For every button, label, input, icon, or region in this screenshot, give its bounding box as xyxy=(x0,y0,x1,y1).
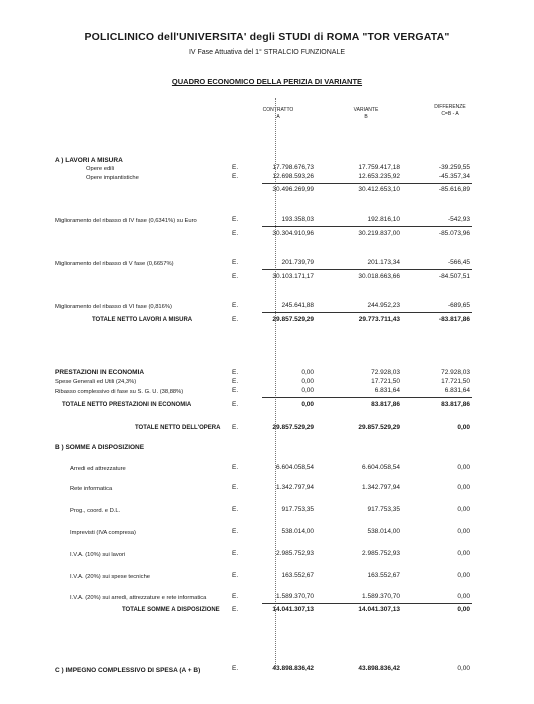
total-a: 29.857.529,29 xyxy=(272,316,314,323)
value-a: 245.641,88 xyxy=(281,302,314,309)
value-a: 193.358,03 xyxy=(281,216,314,223)
value-a: 0,00 xyxy=(301,369,314,376)
currency-label: E. xyxy=(232,369,239,376)
value-a: 538.014,00 xyxy=(281,528,314,535)
value-c: 0,00 xyxy=(457,572,470,579)
total-a: 0,00 xyxy=(301,401,314,408)
total-a: 29.857.529,29 xyxy=(272,424,314,431)
value-c: 6.831,64 xyxy=(444,387,470,394)
section-c-title: C ) IMPEGNO COMPLESSIVO DI SPESA (A + B) xyxy=(55,667,201,674)
total-c: -83.817,86 xyxy=(438,316,470,323)
currency-label: E. xyxy=(232,401,239,408)
row-label: Imprevisti (IVA compresa) xyxy=(70,530,136,536)
total-c: 83.817,86 xyxy=(441,401,470,408)
subtotal-b: 30.219.837,00 xyxy=(358,230,400,237)
currency-label: E. xyxy=(232,302,239,309)
column-header-differenze xyxy=(420,104,480,118)
currency-label: E. xyxy=(232,273,239,280)
subtotal-a: 30.103.171,17 xyxy=(272,273,314,280)
value-c: 72.928,03 xyxy=(441,369,470,376)
value-b: 72.928,03 xyxy=(371,369,400,376)
currency-label: E. xyxy=(232,464,239,471)
value-c: 0,00 xyxy=(457,550,470,557)
value-b: 12.653.235,92 xyxy=(358,173,400,180)
column-header-contratto xyxy=(248,107,308,121)
column-header-variante-label: VARIANTE xyxy=(353,107,379,113)
rule xyxy=(262,397,472,398)
currency-label: E. xyxy=(232,593,239,600)
value-a: 6.604.058,54 xyxy=(276,464,314,471)
value-b: 2.985.752,93 xyxy=(362,550,400,557)
value-a: 1.589.370,70 xyxy=(276,593,314,600)
row-label: Rete informatica xyxy=(70,486,113,492)
row-label: I.V.A. (20%) sui arredi, attrezzature e rete informatica xyxy=(70,595,207,601)
currency-label: E. xyxy=(232,550,239,557)
currency-label: E. xyxy=(232,259,239,266)
value-b: 6.604.058,54 xyxy=(362,464,400,471)
prestazioni-title: PRESTAZIONI IN ECONOMIA xyxy=(55,369,145,376)
value-a: 163.552,67 xyxy=(281,572,314,579)
total-b: 83.817,86 xyxy=(371,401,400,408)
value-b: 17.759.417,18 xyxy=(358,164,400,171)
totale-opera-label: TOTALE NETTO DELL'OPERA xyxy=(135,425,221,431)
column-header-contratto-sub: A xyxy=(276,114,280,120)
value-a: 0,00 xyxy=(301,378,314,385)
row-label-ribasso-complessivo: Ribasso complessivo di fase su S. G. U. (38,88%) xyxy=(55,389,184,395)
table-title: QUADRO ECONOMICO DELLA PERIZIA DI VARIANTE xyxy=(171,77,363,86)
value-c: -39.259,55 xyxy=(438,164,470,171)
row-label: Arredi ed attrezzature xyxy=(70,466,126,472)
row-label-spese-generali: Spese Generali ed Utili (24,3%) xyxy=(55,379,137,385)
document-subtitle: IV Fase Attuativa del 1° STRALCIO FUNZIONALE xyxy=(188,49,346,56)
currency-label: E. xyxy=(232,484,239,491)
subtotal-a: 30.496.269,99 xyxy=(272,186,314,193)
value-c: 0,00 xyxy=(457,506,470,513)
value-b: 201.173,34 xyxy=(367,259,400,266)
currency-label: E. xyxy=(232,173,239,180)
value-b: 244.952,23 xyxy=(367,302,400,309)
column-header-variante-sub: B xyxy=(364,114,368,120)
row-label-opere-edili: Opere edili xyxy=(86,166,115,172)
column-header-differenze-sub: C=B - A xyxy=(441,111,459,117)
value-c: 0,00 xyxy=(457,528,470,535)
subtotal-b: 30.412.653,10 xyxy=(358,186,400,193)
row-label-ribasso-vi: Miglioramento del ribasso di VI fase (0,816%) xyxy=(55,304,172,310)
document-title: POLICLINICO dell'UNIVERSITA' degli STUDI di ROMA "TOR VERGATA" xyxy=(84,31,450,43)
value-c: -542,93 xyxy=(447,216,470,223)
row-label-ribasso-v: Miglioramento del ribasso di V fase (0,6657%) xyxy=(55,261,174,267)
value-b: 1.589.370,70 xyxy=(362,593,400,600)
total-b: 29.857.529,29 xyxy=(358,424,400,431)
subtotal-a: 30.304.910,96 xyxy=(272,230,314,237)
rule xyxy=(262,226,472,227)
value-b: 17.721,50 xyxy=(371,378,400,385)
grand-total-a: 43.898.836,42 xyxy=(272,665,314,672)
value-b: 538.014,00 xyxy=(367,528,400,535)
currency-label: E. xyxy=(232,424,239,431)
column-header-differenze-label: DIFFERENZE xyxy=(434,104,466,110)
currency-label: E. xyxy=(232,606,239,613)
currency-label: E. xyxy=(232,506,239,513)
currency-label: E. xyxy=(232,164,239,171)
totale-lavori-label: TOTALE NETTO LAVORI A MISURA xyxy=(92,317,193,323)
section-a-title: A ) LAVORI A MISURA xyxy=(55,157,123,164)
value-c: 0,00 xyxy=(457,593,470,600)
column-header-contratto-label: CONTRATTO xyxy=(262,107,294,113)
currency-label: E. xyxy=(232,230,239,237)
value-a: 0,00 xyxy=(301,387,314,394)
grand-total-b: 43.898.836,42 xyxy=(358,665,400,672)
currency-label: E. xyxy=(232,528,239,535)
total-a: 14.041.307,13 xyxy=(272,606,314,613)
rule xyxy=(262,603,472,604)
value-c: -45.357,34 xyxy=(438,173,470,180)
rule xyxy=(262,183,472,184)
row-label-opere-impiantistiche: Opere impiantistiche xyxy=(86,175,139,181)
value-a: 2.985.752,93 xyxy=(276,550,314,557)
grand-total-c: 0,00 xyxy=(457,665,470,672)
currency-label: E. xyxy=(232,572,239,579)
value-c: 17.721,50 xyxy=(441,378,470,385)
value-a: 1.342.797,94 xyxy=(276,484,314,491)
subtotal-c: -85.073,96 xyxy=(438,230,470,237)
value-c: 0,00 xyxy=(457,484,470,491)
totale-somme-label: TOTALE SOMME A DISPOSIZIONE xyxy=(122,607,220,613)
value-c: 0,00 xyxy=(457,464,470,471)
currency-label: E. xyxy=(232,378,239,385)
subtotal-b: 30.018.663,66 xyxy=(358,273,400,280)
value-a: 201.739,79 xyxy=(281,259,314,266)
rule xyxy=(262,269,472,270)
currency-label: E. xyxy=(232,665,239,672)
rule xyxy=(262,312,472,313)
section-b-title: B ) SOMME A DISPOSIZIONE xyxy=(55,444,145,451)
value-c: -566,45 xyxy=(447,259,470,266)
value-b: 192.816,10 xyxy=(367,216,400,223)
value-b: 917.753,35 xyxy=(367,506,400,513)
value-b: 6.831,64 xyxy=(374,387,400,394)
row-label: I.V.A. (20%) sui spese tecniche xyxy=(70,574,151,580)
currency-label: E. xyxy=(232,216,239,223)
total-c: 0,00 xyxy=(457,606,470,613)
row-label: Prog., coord. e D.L. xyxy=(70,508,121,514)
subtotal-c: -85.616,89 xyxy=(438,186,470,193)
value-a: 12.698.593,26 xyxy=(272,173,314,180)
totale-prestazioni-label: TOTALE NETTO PRESTAZIONI IN ECONOMIA xyxy=(62,402,192,408)
value-a: 917.753,35 xyxy=(281,506,314,513)
currency-label: E. xyxy=(232,316,239,323)
value-a: 17.798.676,73 xyxy=(272,164,314,171)
row-label-ribasso-iv: Miglioramento del ribasso di IV fase (0,6341%) su Euro xyxy=(55,218,197,224)
currency-label: E. xyxy=(232,387,239,394)
total-b: 14.041.307,13 xyxy=(358,606,400,613)
column-header-variante xyxy=(336,107,396,121)
total-b: 29.773.711,43 xyxy=(358,316,400,323)
value-c: -689,65 xyxy=(447,302,470,309)
value-b: 1.342.797,94 xyxy=(362,484,400,491)
value-b: 163.552,67 xyxy=(367,572,400,579)
subtotal-c: -84.507,51 xyxy=(438,273,470,280)
row-label: I.V.A. (10%) sui lavori xyxy=(70,552,126,558)
total-c: 0,00 xyxy=(457,424,470,431)
